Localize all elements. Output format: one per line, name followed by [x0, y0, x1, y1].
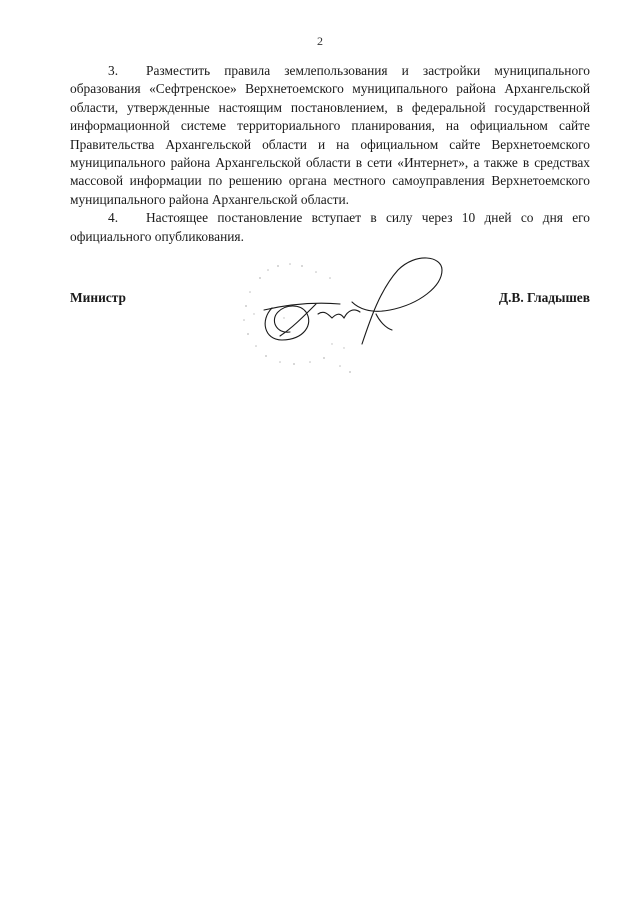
- paragraph-number: 3.: [108, 63, 119, 78]
- paragraph-text: Настоящее постановление вступает в силу через 10 дней со дня его официального опубликования.: [70, 210, 590, 244]
- faint-stamp-icon: [243, 263, 351, 373]
- paragraph-text: Разместить правила землепользования и застройки муниципального образования «Сефтренское» Верхнетоемского муниципального района Архангельской области, утвержденные настоящим постановлением, в федеральной государственной информационной системе территориального планирования, на официальном сайте Правительства Архангельской области и на официальном сайте Верхнетоемского муниципального района Архангельской области в сети «Интернет», а также в средствах массовой информации по решению органа местного самоуправления Верхнетоемского муниципального района Архангельской области.: [70, 63, 590, 207]
- paragraph-4: [70, 209, 590, 246]
- paragraph-number: 4.: [108, 210, 119, 226]
- page-number: 2: [317, 34, 323, 48]
- signatory-name: Д.В. Гладышев: [498, 290, 590, 305]
- handwritten-signature: [220, 248, 480, 378]
- paragraph-3: [70, 62, 590, 209]
- signatory-title: Министр: [70, 290, 126, 305]
- signature-block: [70, 290, 590, 380]
- document-body: [70, 62, 590, 246]
